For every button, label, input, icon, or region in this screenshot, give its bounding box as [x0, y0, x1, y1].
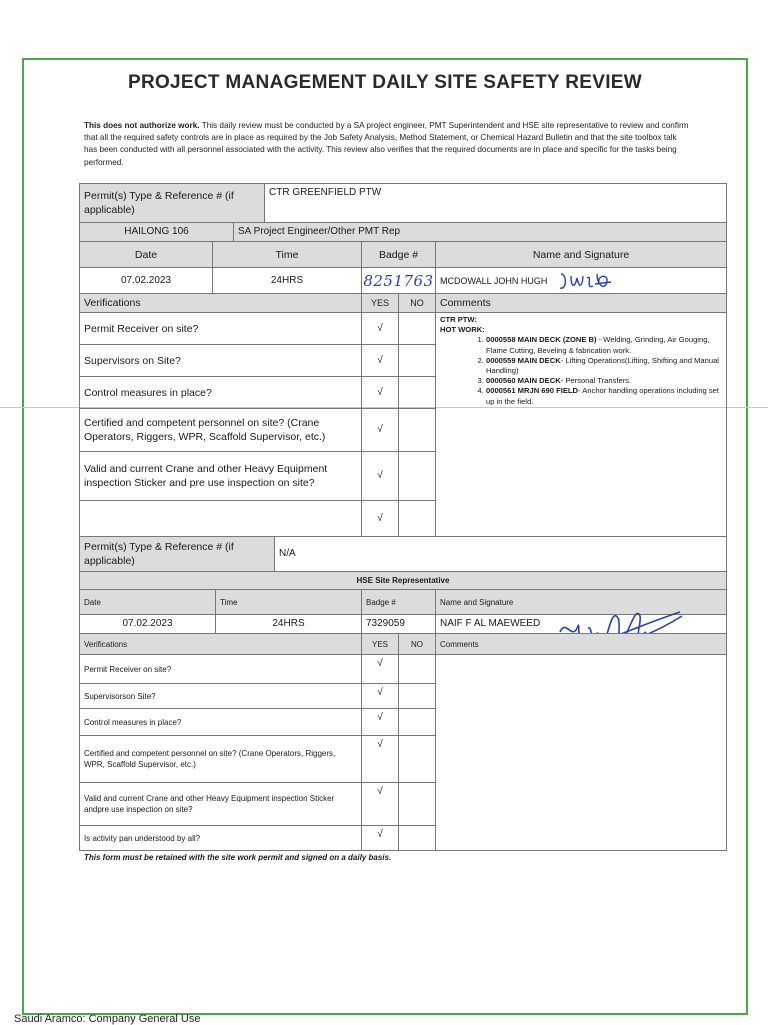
s2-row-label: Valid and current Crane and other Heavy Equipment inspection Sticker andpre use inspection on site?: [79, 782, 362, 826]
s1-row-yes: √: [361, 451, 399, 501]
s2-date: 07.02.2023: [79, 614, 216, 634]
s1-row-label: Certified and competent personnel on site? (Crane Operators, Riggers, WPR, Scaffold Supervisor, etc.): [79, 408, 362, 452]
s2-row-no: [398, 654, 436, 684]
s2-comments: [435, 654, 727, 851]
s1-permit-value: CTR GREENFIELD PTW: [264, 183, 727, 223]
s1-comment-item: 3. 0000560 MAIN DECK- Personal Transfers.: [486, 376, 722, 386]
intro-lead: This does not authorize work.: [84, 121, 200, 130]
s1-row-yes: √: [361, 408, 399, 452]
s1-comment-line2: HOT WORK:: [440, 325, 485, 335]
s1-col-time: Time: [212, 241, 362, 268]
s2-verif-header: Verifications: [79, 633, 362, 655]
s1-row-no: [398, 344, 436, 377]
s1-col-badge: Badge #: [361, 241, 436, 268]
s1-badge: [361, 267, 436, 294]
intro-text: [84, 120, 692, 169]
s2-time: 24HRS: [215, 614, 362, 634]
s1-row-yes: √: [361, 344, 399, 377]
s2-row-label: Supervisorson Site?: [79, 683, 362, 709]
s1-date: 07.02.2023: [79, 267, 213, 294]
s1-col-name: Name and Signature: [435, 241, 727, 268]
s1-row-label: Supervisors on Site?: [79, 344, 362, 377]
s1-col-date: Date: [79, 241, 213, 268]
classification-label: Saudi Aramco: Company General Use: [14, 1013, 201, 1025]
s2-row-yes: √: [361, 735, 399, 783]
s2-row-label: Permit Receiver on site?: [79, 654, 362, 684]
s1-row-label: Permit Receiver on site?: [79, 312, 362, 345]
s1-no-header: NO: [398, 293, 436, 313]
s1-row-no: [398, 451, 436, 501]
s1-verif-header: Verifications: [79, 293, 362, 313]
s2-row-yes: √: [361, 683, 399, 709]
s1-row-no: [398, 500, 436, 537]
s1-comment-line1: CTR PTW:: [440, 315, 477, 324]
s2-comments-header: Comments: [435, 633, 727, 655]
s1-row-label: [79, 500, 362, 537]
s1-row-label: Valid and current Crane and other Heavy Equipment inspection Sticker and pre use inspection on site?: [79, 451, 362, 501]
s2-name: NAIF F AL MAEWEED: [440, 618, 541, 629]
s2-row-no: [398, 708, 436, 736]
s1-row-label: Control measures in place?: [79, 376, 362, 409]
s1-badge-handwritten: 8251763: [363, 271, 434, 290]
s2-row-label: Certified and competent personnel on site? (Crane Operators, Riggers, WPR, Scaffold Supervisor, etc.): [79, 735, 362, 783]
s2-row-no: [398, 735, 436, 783]
s2-badge: 7329059: [361, 614, 436, 634]
s1-comment-item: 2. 0000559 MAIN DECK- Lifting Operations(Lifting, Shifting and Manual Handling): [486, 356, 722, 376]
s2-row-yes: √: [361, 654, 399, 684]
s1-name: MCDOWALL JOHN HUGH: [440, 275, 548, 286]
s1-comment-item: 1. 0000558 MAIN DECK (ZONE B) - Welding, Grinding, Air Gouging, Flame Cutting, Beveling & fabrication work.: [486, 335, 722, 355]
s2-col-time: Time: [215, 589, 362, 615]
footnote: This form must be retained with the site work permit and signed on a daily basis.: [84, 853, 392, 862]
form-title: PROJECT MANAGEMENT DAILY SITE SAFETY REVIEW: [127, 72, 642, 93]
s1-time: 24HRS: [212, 267, 362, 294]
s1-row-yes: √: [361, 376, 399, 409]
s2-row-yes: √: [361, 825, 399, 851]
s1-vessel: HAILONG 106: [79, 222, 234, 242]
s1-yes-header: YES: [361, 293, 399, 313]
s1-row-no: [398, 408, 436, 452]
s1-name-cell: [435, 267, 727, 294]
s2-col-badge: Badge #: [361, 589, 436, 615]
s2-yes-header: YES: [361, 633, 399, 655]
s2-row-label: Is activity pan understood by all?: [79, 825, 362, 851]
s2-col-name: Name and Signature: [435, 589, 727, 615]
s1-row-no: [398, 312, 436, 345]
s1-row-yes: √: [361, 500, 399, 537]
s1-row-no: [398, 376, 436, 409]
s2-row-yes: √: [361, 782, 399, 826]
s1-comments-header: Comments: [435, 293, 727, 313]
s2-permit-label: Permit(s) Type & Reference # (if applicable): [79, 536, 275, 572]
s2-no-header: NO: [398, 633, 436, 655]
s2-col-date: Date: [79, 589, 216, 615]
s1-row-yes: √: [361, 312, 399, 345]
s1-comments: [435, 312, 727, 537]
s2-row-no: [398, 782, 436, 826]
s2-row-label: Control measures in place?: [79, 708, 362, 736]
s1-comment-item: 4. 0000561 MRJN 690 FIELD- Anchor handling operations including set up in the field.: [486, 386, 722, 406]
intro-body: This daily review must be conducted by a SA project engineer, PMT Superintendent and HSE site representative to review and confirm that all the required safety controls are in place as required by the Job Safety Analysis, Method Statement, or Chemical Hazard Bulletin and that the site toolbox talk has been conducted with all personnel associated with the activity. This review also verifies that the required documents are in place and specific for the tasks being performed.: [84, 121, 689, 167]
s2-row-yes: √: [361, 708, 399, 736]
s2-row-no: [398, 825, 436, 851]
s2-role-header: HSE Site Representative: [79, 571, 727, 590]
s1-permit-label: Permit(s) Type & Reference # (if applicable): [79, 183, 265, 223]
s2-row-no: [398, 683, 436, 709]
s1-role-header: SA Project Engineer/Other PMT Rep: [233, 222, 727, 242]
s2-permit-value: N/A: [274, 536, 727, 572]
s1-signature-icon: [557, 270, 613, 292]
